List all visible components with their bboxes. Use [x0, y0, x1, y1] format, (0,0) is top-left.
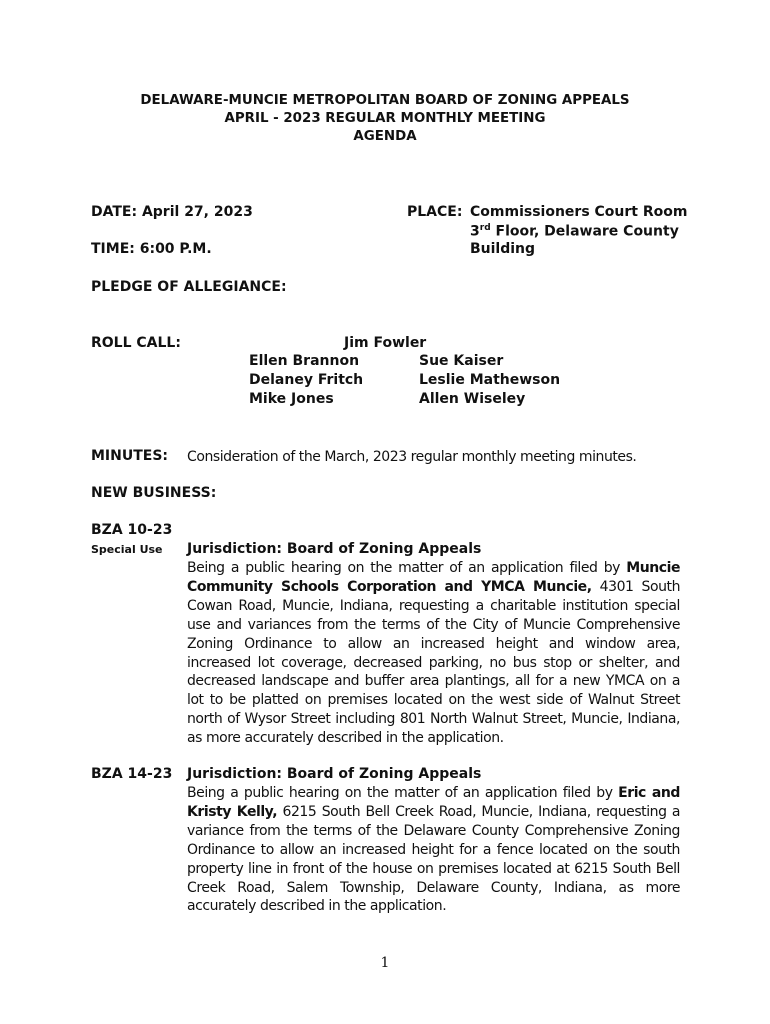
- case-text-post: 4301 South Cowan Road, Muncie, Indiana, requesting a charitable institution special use and variances from the terms of the City of Muncie Comprehensive Zoning Ordinance to allow an increased height and window area, increased lot coverage, decreased parking, no bus stop or shelter, and decreased landscape and buffer area plantings, all for a new YMCA on a lot to be platted on premises located on the west side of Walnut Street north of Wysor Street including 801 North Walnut Street, Muncie, Indiana, as more accurately described in the application.: [187, 578, 680, 747]
- case-text-pre: Being a public hearing on the matter of an application filed by: [187, 560, 627, 576]
- case-id: BZA 14-23: [91, 766, 173, 782]
- roll-member-left-2: Delaney Fritch: [249, 372, 364, 388]
- place-floor-suffix: rd: [479, 223, 491, 233]
- roll-member-right-3: Allen Wiseley: [419, 391, 526, 407]
- place-line-2: [470, 223, 679, 240]
- new-business-heading: NEW BUSINESS:: [91, 485, 217, 501]
- case-applicant: Muncie Community Schools Corporation and YMCA Muncie,: [187, 560, 680, 595]
- roll-member-left-3: Mike Jones: [249, 391, 334, 407]
- roll-call-label: ROLL CALL:: [91, 335, 181, 351]
- minutes-text: Consideration of the March, 2023 regular monthly meeting minutes.: [187, 449, 637, 465]
- agenda-title-line1: DELAWARE-MUNCIE METROPOLITAN BOARD OF ZONING APPEALS: [140, 93, 630, 108]
- pledge-heading: PLEDGE OF ALLEGIANCE:: [91, 279, 287, 295]
- meeting-time: TIME: 6:00 P.M.: [91, 241, 212, 257]
- case-text-post: 6215 South Bell Creek Road, Muncie, Indiana, requesting a variance from the terms of the Delaware County Comprehensive Zoning Ordinance to allow an increased height for a fence located on the south property line in front of the house on premises located at 6215 South Bell Creek Road, Salem Township, Delaware County, Indiana, as more accurately described in the application.: [187, 803, 681, 915]
- agenda-title-line3: AGENDA: [353, 129, 417, 144]
- case-applicant: Eric and Kristy Kelly,: [187, 785, 680, 820]
- roll-call-chair: Jim Fowler: [344, 335, 427, 351]
- place-line-3: Building: [470, 241, 536, 257]
- case-text-pre: Being a public hearing on the matter of an application filed by: [187, 785, 619, 801]
- roll-member-right-1: Sue Kaiser: [419, 353, 504, 369]
- agenda-title-line2: APRIL - 2023 REGULAR MONTHLY MEETING: [224, 111, 546, 126]
- case-jurisdiction: Jurisdiction: Board of Zoning Appeals: [187, 766, 482, 782]
- page-number: 1: [380, 955, 390, 971]
- case-type: Special Use: [91, 543, 163, 556]
- meeting-date: DATE: April 27, 2023: [91, 204, 253, 220]
- place-label: PLACE:: [407, 204, 463, 220]
- case-description: [187, 784, 680, 916]
- roll-member-right-2: Leslie Mathewson: [419, 372, 561, 388]
- place-line-1: Commissioners Court Room: [470, 204, 688, 220]
- place-floor-rest: Floor, Delaware County: [490, 223, 679, 240]
- minutes-label: MINUTES:: [91, 448, 169, 464]
- case-description: [187, 559, 680, 748]
- roll-member-left-1: Ellen Brannon: [249, 353, 360, 369]
- case-jurisdiction: Jurisdiction: Board of Zoning Appeals: [187, 541, 482, 557]
- place-floor-number: 3: [470, 223, 480, 240]
- case-id: BZA 10-23: [91, 522, 173, 538]
